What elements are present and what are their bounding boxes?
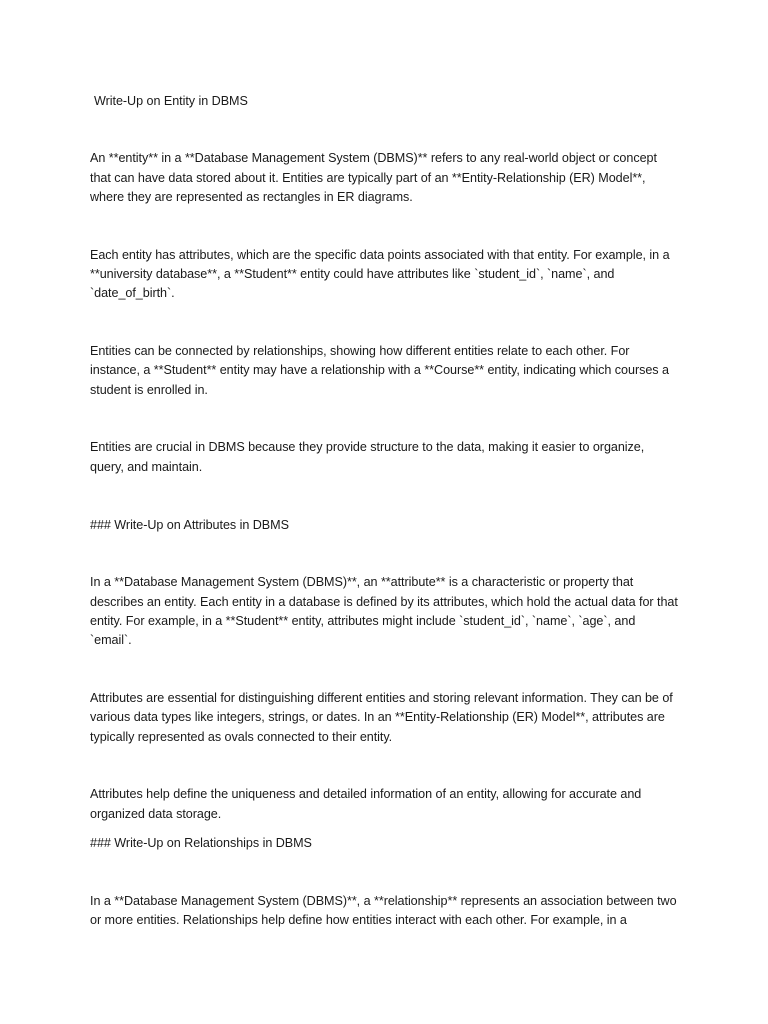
document-title: Write-Up on Entity in DBMS xyxy=(94,94,248,108)
paragraph-relationship-definition: In a **Database Management System (DBMS)**, a **relationship** represents an association between two or more entities. Relationships help define how entities interact with each other. For example, in a xyxy=(90,893,677,928)
document-body xyxy=(90,92,680,969)
heading-attributes: ### Write-Up on Attributes in DBMS xyxy=(90,517,289,532)
heading-relationships: ### Write-Up on Relationships in DBMS xyxy=(90,836,312,851)
paragraph-entity-importance: Entities are crucial in DBMS because they provide structure to the data, making it easier to organize, query, and maintain. xyxy=(90,440,645,474)
paragraph-attribute-types: Attributes are essential for distinguishing different entities and storing relevant information. They can be of various data types like integers, strings, or dates. In an **Entity-Relationship (ER) Model**, attributes are typically represented as ovals connected to their entity. xyxy=(90,691,673,744)
paragraph-entity-definition: An **entity** in a **Database Management System (DBMS)** refers to any real-world object or concept that can have data stored about it. Entities are typically part of an **Entity-Relationship (ER) Model**, where they are represented as rectangles in ER diagrams. xyxy=(90,151,657,204)
paragraph-attribute-definition: In a **Database Management System (DBMS)**, an **attribute** is a characteristic or property that describes an entity. Each entity in a database is defined by its attributes, which hold the actual data for that entity. For example, in a **Student** entity, attributes might include `student_id`, `name`, `age`, and `email`. xyxy=(90,575,678,648)
paragraph-attribute-uniqueness: Attributes help define the uniqueness and detailed information of an entity, allowing for accurate and organized data storage. xyxy=(90,787,642,821)
paragraph-entity-relationships: Entities can be connected by relationships, showing how different entities relate to each other. For instance, a **Student** entity may have a relationship with a **Course** entity, indicating which courses a student is enrolled in. xyxy=(90,344,669,397)
paragraph-entity-attributes: Each entity has attributes, which are the specific data points associated with that entity. For example, in a **university database**, a **Student** entity could have attributes like `student_id`, `name`, and `date_of_birth`. xyxy=(90,247,670,301)
